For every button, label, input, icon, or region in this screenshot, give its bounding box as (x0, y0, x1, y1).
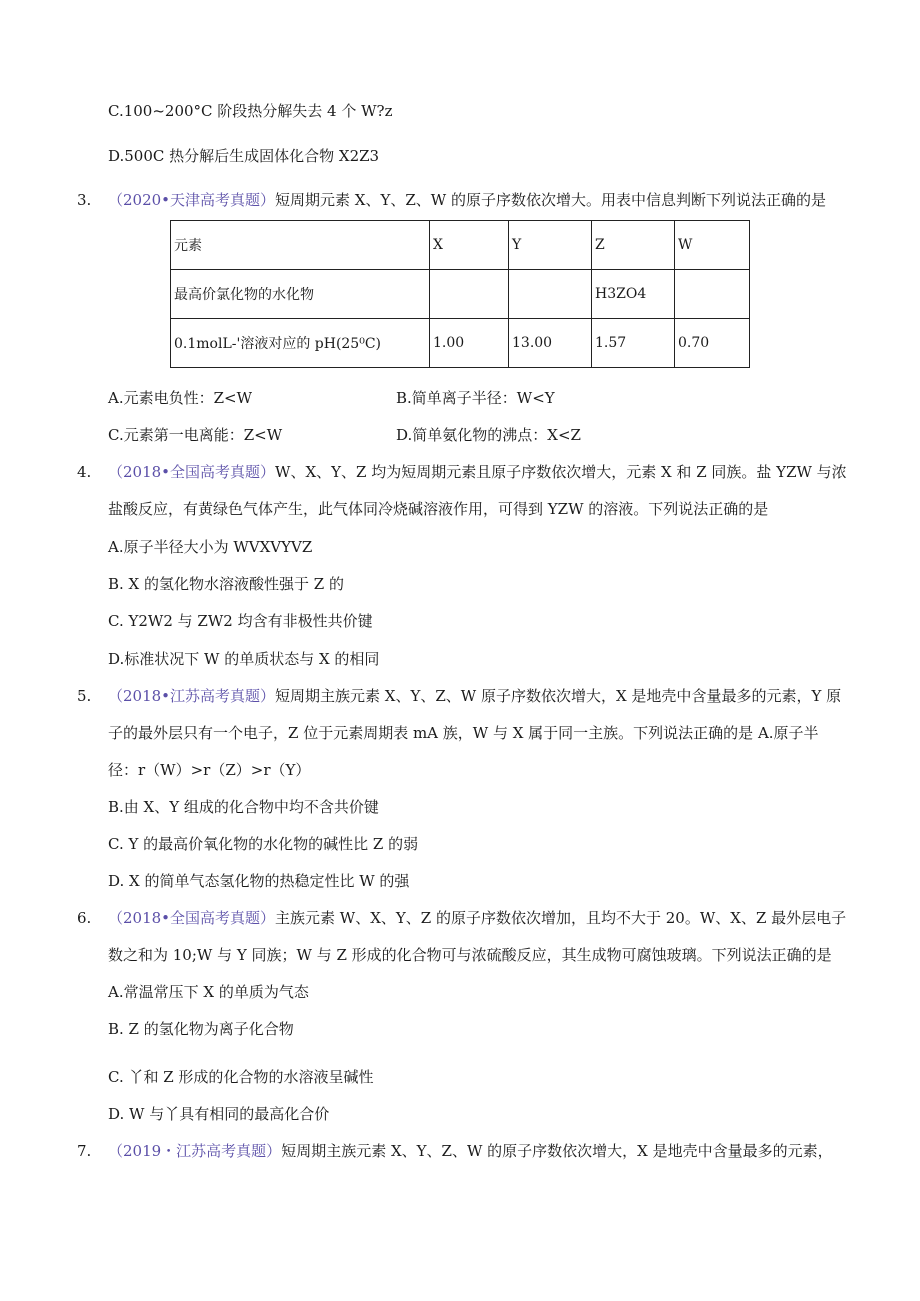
table-cell: 0.70 (675, 319, 750, 368)
question-3-stem (108, 190, 826, 210)
question-4-option-c: C. Y2W2 与 ZW2 均含有非极性共价键 (108, 612, 373, 630)
table-cell (675, 270, 750, 319)
question-4-text-2: 盐酸反应，有黄绿色气体产生，此气体同冷烧碱溶液作用，可得到 YZW 的溶液。下列说法正确的是 (108, 500, 769, 518)
table-cell: 1.00 (430, 319, 509, 368)
question-7-stem (108, 1141, 833, 1161)
option-d-prev: D.500C 热分解后生成固体化合物 X2Z3 (108, 147, 380, 165)
table-cell: 元素 (171, 221, 430, 270)
question-6-option-c: C. 丫和 Z 形成的化合物的水溶液呈碱性 (108, 1068, 374, 1086)
question-3-option-d: D.简单氨化物的沸点：X<Z (396, 426, 581, 444)
question-4-stem (108, 462, 847, 482)
table-row (171, 270, 750, 319)
question-4-number: 4. (77, 463, 92, 481)
question-6-text-2: 数之和为 10;W 与 Y 同族；W 与 Z 形成的化合物可与浓硫酸反应，其生成物可腐蚀玻璃。下列说法正确的是 (108, 946, 832, 964)
table-row (171, 221, 750, 270)
question-7-source: （2019・江苏高考真题） (108, 1142, 282, 1160)
question-5-stem (108, 686, 841, 706)
option-c-prev: C.100~200°C 阶段热分解失去 4 个 W?z (108, 102, 393, 120)
question-5-number: 5. (77, 687, 92, 705)
table-cell: W (675, 221, 750, 270)
question-3-number: 3. (77, 191, 92, 209)
table-cell: H3ZO4 (592, 270, 675, 319)
table-cell: 最高价氯化物的水化物 (171, 270, 430, 319)
question-5-source: （2018•江苏高考真题） (108, 687, 276, 705)
question-7-text: 短周期主族元素 X、Y、Z、W 的原子序数依次增大，X 是地壳中含量最多的元素， (281, 1142, 833, 1160)
question-5-option-b: B.由 X、Y 组成的化合物中均不含共价键 (108, 798, 379, 816)
question-6-source: （2018•全国高考真题） (108, 909, 276, 927)
question-4-text: W、X、Y、Z 均为短周期元素且原子序数依次增大，元素 X 和 Z 同族。盐 YZW 与浓 (275, 463, 847, 481)
question-5-option-a-cont: 径：r（W）>r（Z）>r（Y） (108, 761, 311, 779)
question-3-text: 短周期元素 X、Y、Z、W 的原子序数依次增大。用表中信息判断下列说法正确的是 (275, 191, 826, 209)
question-4-option-a: A.原子半径大小为 WVXVYVZ (108, 538, 313, 556)
question-4-source: （2018•全国高考真题） (108, 463, 276, 481)
question-6-text: 主族元素 W、X、Y、Z 的原子序数依次增加，且均不大于 20。W、X、Z 最外层电子 (275, 909, 847, 927)
question-5-text: 短周期主族元素 X、Y、Z、W 原子序数依次增大，X 是地壳中含量最多的元素，Y 原 (275, 687, 842, 705)
table-cell (430, 270, 509, 319)
element-table (170, 220, 750, 368)
question-5-option-c: C. Y 的最高价氧化物的水化物的碱性比 Z 的弱 (108, 835, 419, 853)
question-5-text-2: 子的最外层只有一个电子，Z 位于元素周期表 mA 族，W 与 X 属于同一主族。下列说法正确的是 A.原子半 (108, 724, 819, 742)
table-cell: 0.1molL-'溶液对应的 pH(25⁰C) (171, 319, 430, 368)
question-3-option-a: A.元素电负性：Z<W (108, 389, 253, 407)
table-cell (509, 270, 592, 319)
question-5-option-d: D. X 的简单气态氢化物的热稳定性比 W 的强 (108, 872, 410, 890)
table-cell: X (430, 221, 509, 270)
question-6-option-b: B. Z 的氢化物为离子化合物 (108, 1020, 294, 1038)
question-6-stem (108, 908, 846, 928)
question-3-option-c: C.元素第一电离能：Z<W (108, 426, 283, 444)
table-row (171, 319, 750, 368)
question-4-option-b: B. X 的氢化物水溶液酸性强于 Z 的 (108, 575, 344, 593)
question-3-source: （2020•天津高考真题） (108, 191, 276, 209)
question-3-option-b: B.简单离子半径：W<Y (396, 389, 555, 407)
table-cell: Y (509, 221, 592, 270)
table-cell: Z (592, 221, 675, 270)
question-6-number: 6. (77, 909, 92, 927)
question-7-number: 7. (77, 1142, 92, 1160)
question-6-option-a: A.常温常压下 X 的单质为气态 (108, 983, 309, 1001)
table-cell: 1.57 (592, 319, 675, 368)
question-6-option-d: D. W 与丫具有相同的最高化合价 (108, 1105, 330, 1123)
table-cell: 13.00 (509, 319, 592, 368)
question-4-option-d: D.标准状况下 W 的单质状态与 X 的相同 (108, 650, 380, 668)
